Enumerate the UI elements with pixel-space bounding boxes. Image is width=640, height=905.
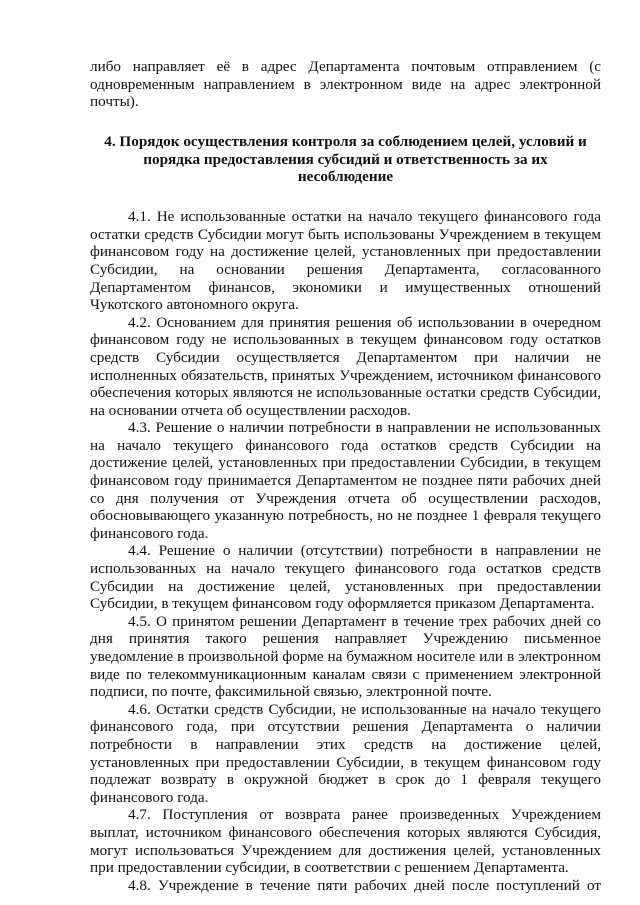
paragraph-4-5: 4.5. О принятом решении Департамент в течение трех рабочих дней со дня принятия такого решения направляет Учреждению письменное уведомление в произвольной форме на бумажном носителе или в электронном виде по телекоммуникационным каналам связи с применением электронной подписи, по почте, факсимильной связью, электронной почте.	[90, 612, 601, 701]
document-page	[90, 58, 601, 894]
paragraph-4-4: 4.4. Решение о наличии (отсутствии) потребности в направлении не использованных на начало текущего финансового года остатков средств Субсидии на достижение целей, установленных при предоставлении Субсидии, в текущем финансовом году оформляется приказом Департамента.	[90, 542, 601, 613]
paragraph-4-6: 4.6. Остатки средств Субсидии, не использованные на начало текущего финансового года, при отсутствии решения Департамента о наличии потребности в направлении этих средств на достижение целей, установленных при предоставлении Субсидии, в текущем финансовом году подлежат возврату в окружной бюджет в срок до 1 февраля текущего финансового года.	[90, 700, 601, 806]
paragraph-4-2: 4.2. Основанием для принятия решения об использовании в очередном финансовом году не использованных в текущем финансовом году остатков средств Субсидии осуществляется Департаментом при наличии не исполненных обязательств, принятых Учреждением, источником финансового обеспечения которых являются не использованные остатки средств Субсидии, на основании отчета об осуществлении расходов.	[90, 313, 601, 419]
intro-paragraph: либо направляет её в адрес Департамента почтовым отправлением (с одновременным направлением в электронном виде на адрес электронной почты).	[90, 58, 601, 111]
paragraph-4-8: 4.8. Учреждение в течение пяти рабочих дней после поступлений от	[128, 876, 601, 894]
paragraph-4-3: 4.3. Решение о наличии потребности в направлении не использованных на начало текущего финансового года остатков средств Субсидии на достижение целей, установленных при предоставлении Субсидии, в текущем финансовом году принимается Департаментом не позднее пяти рабочих дней со дня получения от Учреждения отчета об осуществлении расходов, обосновывающего указанную потребность, но не позднее 1 февраля текущего финансового года.	[90, 419, 601, 542]
paragraph-4-1: 4.1. Не использованные остатки на начало текущего финансового года остатки средств Субсидии могут быть использованы Учреждением в текущем финансовом году на достижение целей, установленных при предоставлении Субсидии, на основании решения Департамента, согласованного Департаментом финансов, экономики и имущественных отношений Чукотского автономного округа.	[90, 208, 601, 314]
section-heading: 4. Порядок осуществления контроля за соблюдением целей, условий и порядка предоставления субсидий и ответственность за их несоблюдение	[104, 132, 587, 186]
paragraph-4-7: 4.7. Поступления от возврата ранее произведенных Учреждением выплат, источником финансового обеспечения которых являются Субсидия, могут использоваться Учреждением для достижения целей, установленных при предоставлении субсидии, в соответствии с решением Департамента.	[90, 806, 601, 877]
